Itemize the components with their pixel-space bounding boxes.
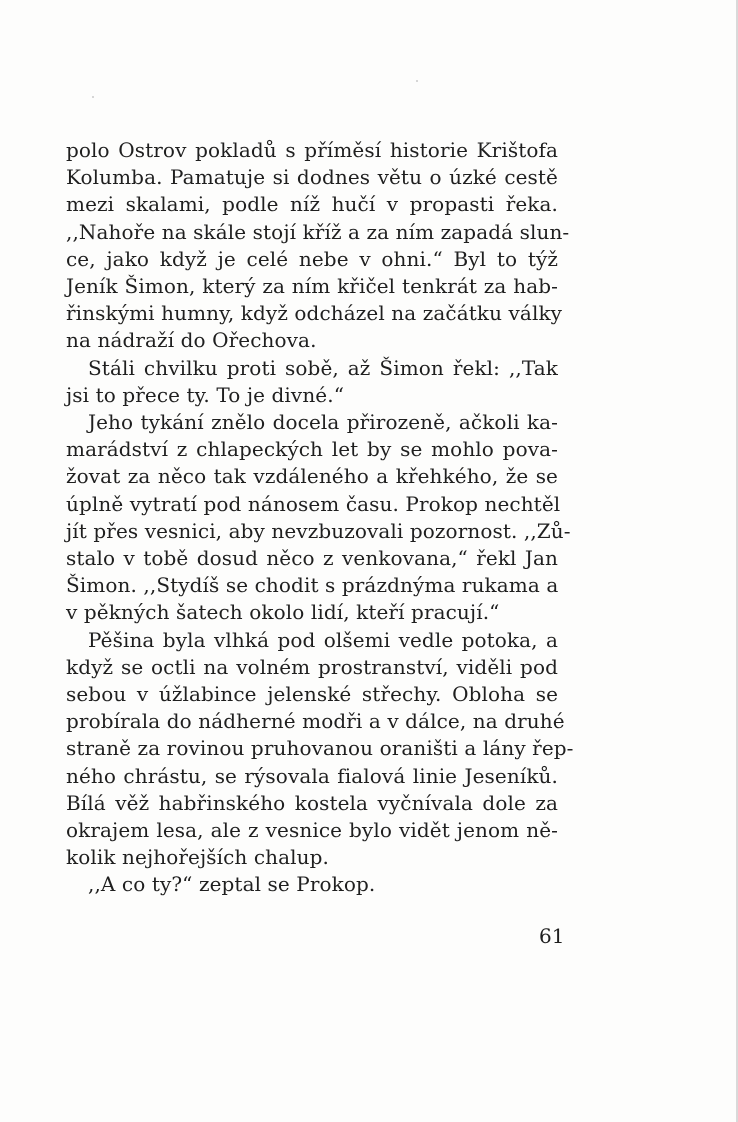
text-line: kolik nejhořejších chalup. [66,845,330,870]
text-line: Jeho tykání znělo docela přirozeně, ačkoli ka- [88,410,558,435]
text-line: v pěkných šatech okolo lidí, kteří pracují.“ [66,600,500,625]
text-line: ,,A co ty?“ zeptal se Prokop. [88,872,376,897]
paper-speck [416,80,418,82]
text-line: na nádraží do Ořechova. [66,328,317,353]
page-body-text [66,137,574,899]
text-line: probírala do nádherné modři a v dálce, na druhé [66,709,565,734]
text-line: žovat za něco tak vzdáleného a křehkého, že se [66,464,558,489]
text-line: ce, jako když je celé nebe v ohni.“ Byl to týž [66,246,558,271]
text-line: Šimon. ,,Stydíš se chodit s prázdnýma rukama a [66,573,559,598]
text-line: Pěšina byla vlhká pod olšemi vedle potoka, a [88,627,558,652]
text-line: okrajem lesa, ale z vesnice bylo vidět jenom ně- [66,818,558,843]
page-number: 61 [539,924,565,948]
text-line: Bílá věž habřinského kostela vyčnívala dole za [66,790,558,815]
text-line: ,,Nahoře na skále stojí kříž a za ním zapadá slun- [66,219,570,244]
text-line: jsi to přece ty. To je divné.“ [66,382,345,407]
text-line: úplně vytratí pod nánosem času. Prokop nechtěl [66,491,561,516]
text-line: sebou v úžlabince jelenské střechy. Obloha se [66,682,558,707]
text-line: marádství z chlapeckých let by se mohlo pova- [66,437,558,462]
text-line: Kolumba. Pamatuje si dodnes větu o úzké cestě [66,165,558,190]
text-line: když se octli na volném prostranství, viděli pod [66,654,558,679]
text-line: straně za rovinou pruhovanou oraništi a lány řep- [66,736,574,761]
text-line: polo Ostrov pokladů s příměsí historie Krištofa [66,138,558,162]
paper-speck [92,96,94,98]
text-line: Jeník Šimon, který za ním křičel tenkrát za hab- [66,274,558,299]
text-line: stalo v tobě dosud něco z venkovana,“ řekl Jan [66,546,558,571]
text-line: ného chrástu, se rýsovala fialová linie Jeseníků. [66,763,558,788]
text-line: řinskými humny, když odcházel na začátku války [66,301,563,326]
text-line: mezi skalami, podle níž hučí v propasti řeka. [66,192,558,217]
text-line: Stáli chvilku proti sobě, až Šimon řekl: ,,Tak [88,355,558,380]
text-line: jít přes vesnici, aby nevzbuzovali pozornost. ,,Zů- [66,518,571,543]
